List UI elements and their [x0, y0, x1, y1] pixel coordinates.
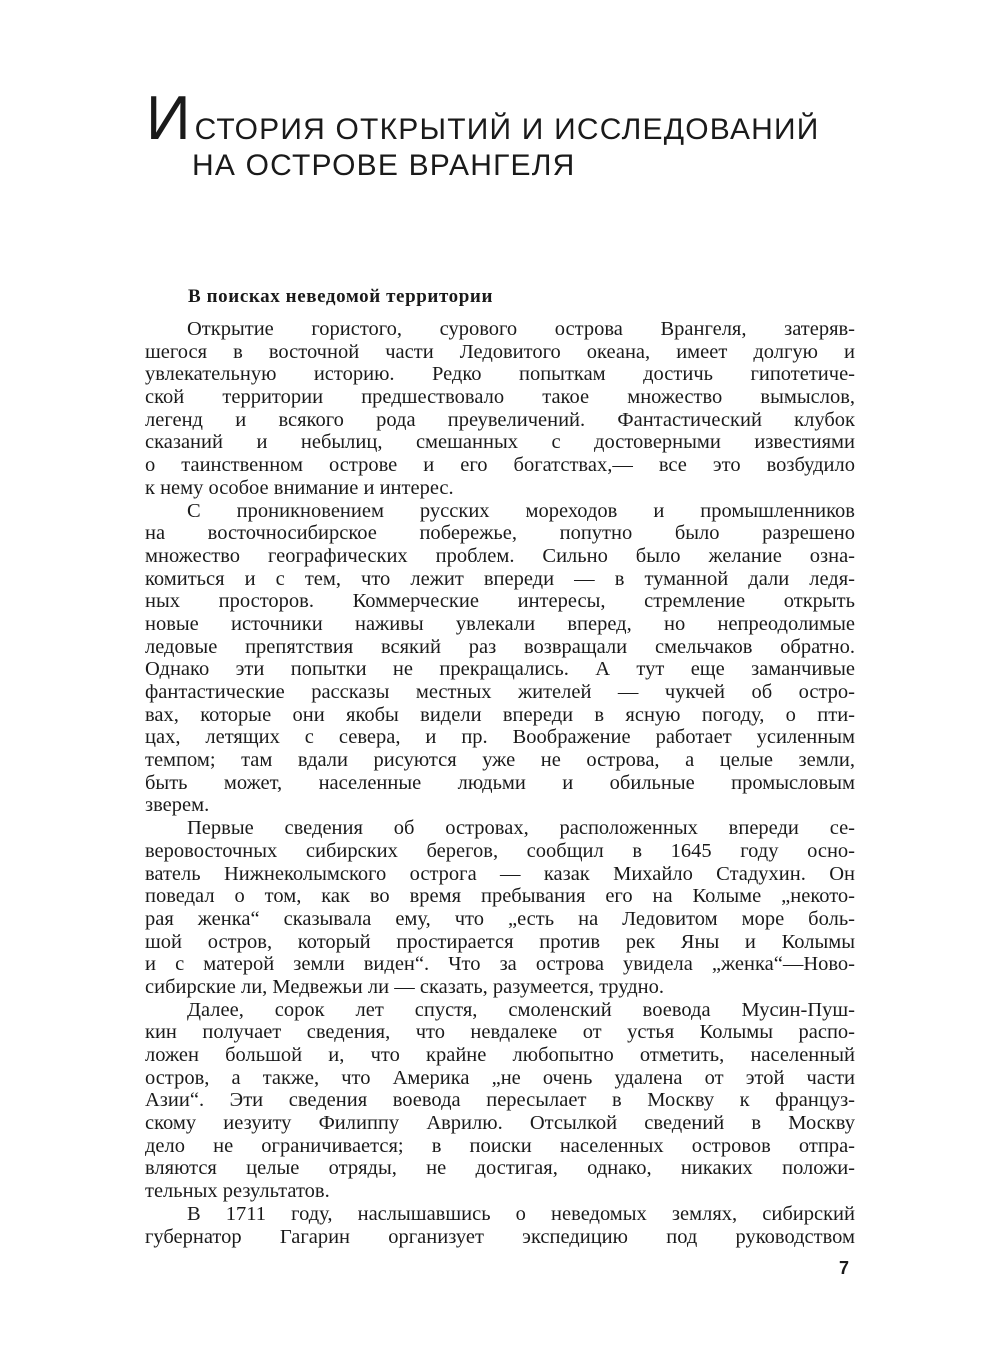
text-line: сибирские ли, Медвежьи ли — сказать, разумеется, трудно.: [145, 975, 665, 998]
text-line: ных просторов. Коммерческие интересы, стремление открыть: [145, 590, 855, 613]
text-line: веровосточных сибирских берегов, сообщил в 1645 году осно-: [145, 839, 855, 862]
text-line: остров, а также, что Америка „не очень удалена от этой части: [145, 1066, 855, 1089]
text-line: С проникновением русских мореходов и промышленников: [187, 499, 855, 522]
text-line: ледовые препятствия всякий раз возвращали смельчаков обратно.: [145, 635, 855, 658]
text-line: быть может, населенные людьми и обильные промысловым: [145, 771, 855, 794]
text-line: множество географических проблем. Сильно было желание озна-: [145, 544, 855, 567]
chapter-title: [146, 84, 846, 182]
chapter-title-line-1: [146, 84, 846, 153]
text-line: легенд и всякого рода преувеличений. Фантастический клубок: [145, 408, 855, 431]
text-line: шой остров, который простирается против рек Яны и Колымы: [145, 930, 855, 953]
text-line: сказаний и небылиц, смешанных с достоверными известиями: [145, 431, 855, 454]
chapter-title-text: СТОРИЯ ОТКРЫТИЙ И ИССЛЕДОВАНИЙ: [194, 113, 820, 146]
section-heading: В поисках неведомой территории: [188, 286, 494, 307]
text-line: Азии“. Эти сведения воевода пересылает в Москву к француз-: [145, 1089, 855, 1112]
text-line: фантастические рассказы местных жителей — чукчей об остро-: [145, 681, 855, 703]
text-line: тельных результатов.: [145, 1180, 330, 1203]
text-line: Первые сведения об островах, расположенных впереди се-: [187, 817, 855, 840]
text-line: комиться и с тем, что лежит впереди — в туманной дали ледя-: [145, 567, 855, 590]
text-line: кин получает сведения, что невдалеке от устья Колымы распо-: [145, 1021, 855, 1044]
text-line: Открытие гористого, сурового острова Врангеля, затеряв-: [187, 318, 855, 340]
text-line: новые источники наживы увлекали вперед, но непреодолимые: [145, 612, 855, 635]
text-line: вляются целые отряды, не достигая, однако, никаких положи-: [145, 1157, 855, 1180]
text-line: Далее, сорок лет спустя, смоленский воевода Мусин-Пуш-: [187, 998, 855, 1021]
text-line: ской территории предшествовало такое множество вымыслов,: [145, 386, 855, 409]
text-line: В 1711 году, наслышавшись о неведомых землях, сибирский: [187, 1202, 855, 1225]
text-line: дело не ограничивается; в поиски населенных островов отпра-: [145, 1134, 855, 1157]
text-line: скому иезуиту Филиппу Аврилю. Отсылкой сведений в Москву: [145, 1112, 855, 1135]
text-line: вах, которые они якобы видели впереди в ясную погоду, о пти-: [145, 703, 855, 726]
text-line: зверем.: [145, 794, 210, 817]
text-line: рая женка“ сказывала ему, что „есть на Ледовитом море боль-: [145, 907, 855, 930]
text-line: на восточносибирское побережье, попутно было разрешено: [145, 522, 855, 545]
text-line: ватель Нижнеколымского острога — казак Михайло Стадухин. Он: [145, 862, 855, 885]
text-line: цах, летящих с севера, и пр. Воображение работает усиленным: [145, 726, 855, 749]
text-line: ложен большой и, что крайне любопытно отметить, населенный: [145, 1044, 855, 1066]
chapter-title-line-2: НА ОСТРОВЕ ВРАНГЕЛЯ: [192, 149, 576, 182]
text-line: Однако эти попытки не прекращались. А тут еще заманчивые: [145, 658, 855, 681]
text-line: темпом; там вдали рисуются уже не острова, а целые земли,: [145, 749, 855, 772]
body-text: [145, 318, 855, 1248]
text-line: и с матерой земли виден“. Что за острова увидела „женка“—Ново-: [145, 953, 855, 976]
page-number: 7: [839, 1258, 850, 1278]
text-line: к нему особое внимание и интерес.: [145, 476, 454, 499]
text-line: увлекательную историю. Редко попыткам достичь гипотетиче-: [145, 363, 855, 386]
text-line: о таинственном острове и его богатствах,— все это возбудило: [145, 454, 855, 477]
drop-cap: И: [146, 84, 191, 153]
text-line: поведал о том, как во время пребывания его на Колыме „некото-: [145, 885, 855, 908]
text-line: губернатор Гагарин организует экспедицию под руководством: [145, 1225, 855, 1248]
text-line: шегося в восточной части Ледовитого океана, имеет долгую и: [145, 340, 855, 363]
